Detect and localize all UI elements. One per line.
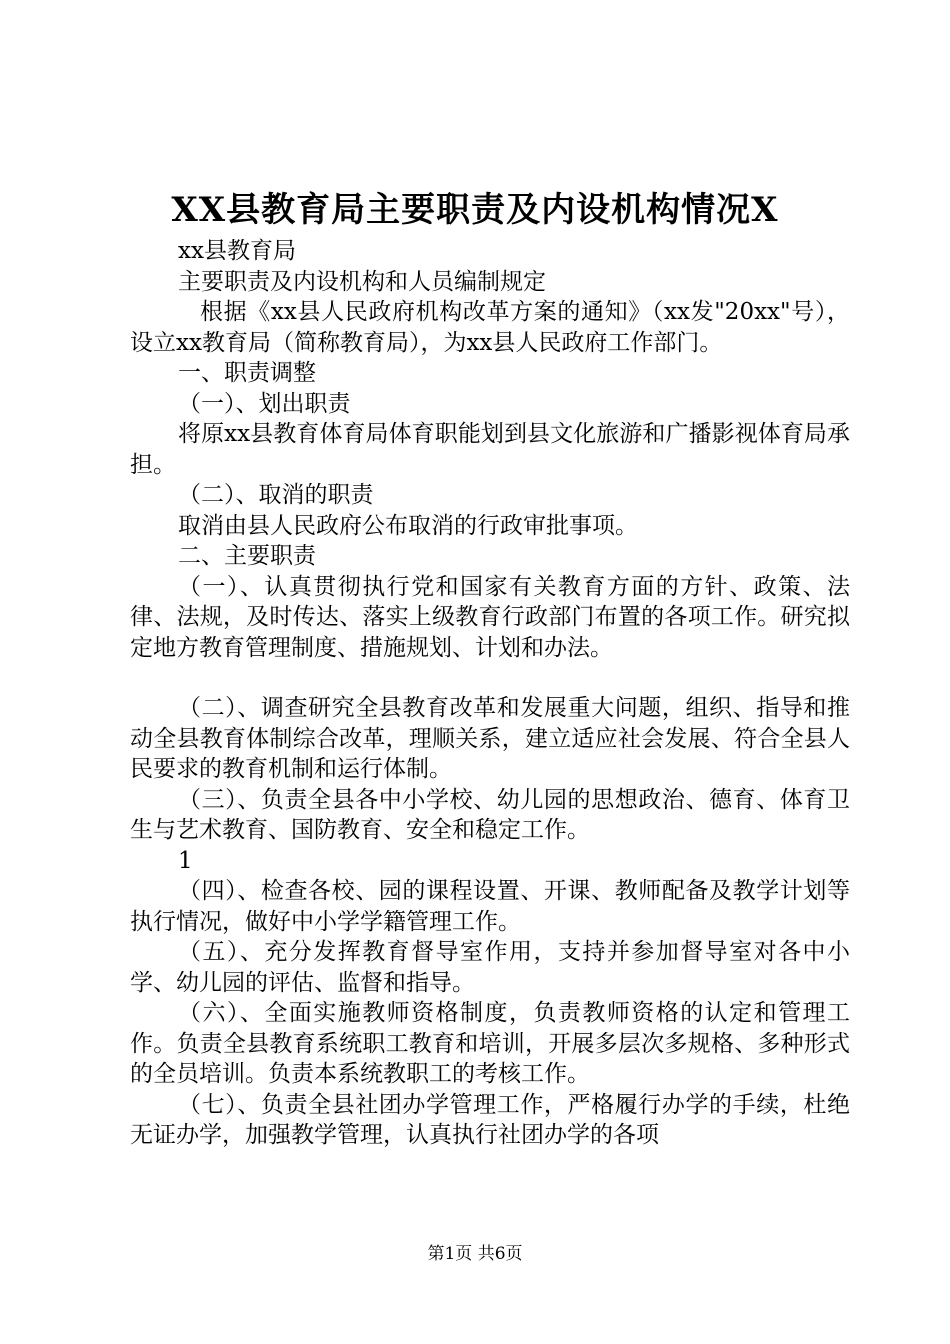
duty-paragraph-3: （三）、负责全县各中小学校、幼儿园的思想政治、德育、体育卫生与艺术教育、国防教育、安全和稳定工作。	[130, 786, 850, 843]
intro-paragraph: 根据《xx县人民政府机构改革方案的通知》（xx发"20xx"号），设立xx教育局（简称教育局），为xx县人民政府工作部门。	[130, 299, 850, 356]
cancel-paragraph: 取消由县人民政府公布取消的行政审批事项。	[178, 512, 638, 539]
page-footer: 第1页 共6页	[427, 1244, 523, 1264]
inline-page-number: 1	[178, 847, 193, 874]
subsection-heading-transfer: （一）、划出职责	[178, 390, 351, 417]
document-body	[130, 236, 850, 1151]
duty-paragraph-7: （七）、负责全县社团办学管理工作，严格履行办学的手续，杜绝无证办学，加强教学管理，认真执行社团办学的各项	[130, 1091, 850, 1148]
section-heading-main-duties: 二、主要职责	[178, 543, 316, 569]
paragraph-gap	[130, 663, 850, 693]
duty-paragraph-1: （一）、认真贯彻执行党和国家有关教育方面的方针、政策、法律、法规，及时传达、落实上级教育行政部门布置的各项工作。研究拟定地方教育管理制度、措施规划、计划和办法。	[130, 573, 850, 661]
duty-paragraph-2: （二）、调查研究全县教育改革和发展重大问题，组织、指导和推动全县教育体制综合改革，理顺关系，建立适应社会发展、符合全县人民要求的教育机制和运行体制。	[130, 695, 850, 782]
duty-paragraph-4: （四）、检查各校、园的课程设置、开课、教师配备及教学计划等执行情况，做好中小学学籍管理工作。	[130, 878, 850, 935]
transfer-paragraph: 将原xx县教育体育局体育职能划到县文化旅游和广播影视体育局承担。	[130, 421, 850, 478]
document-title: XX县教育局主要职责及内设机构情况X	[171, 190, 779, 230]
org-name-line: xx县教育局	[178, 238, 296, 264]
duty-paragraph-6: （六）、全面实施教师资格制度，负责教师资格的认定和管理工作。负责全县教育系统职工教育和培训，开展多层次多规格、多种形式的全员培训。负责本系统教职工的考核工作。	[130, 1000, 850, 1087]
regulation-title-line: 主要职责及内设机构和人员编制规定	[178, 268, 546, 295]
subsection-heading-cancel: （二）、取消的职责	[178, 482, 374, 508]
duty-paragraph-5: （五）、充分发挥教育督导室作用，支持并参加督导室对各中小学、幼儿园的评估、监督和指导。	[130, 939, 850, 996]
section-heading-adjustment: 一、职责调整	[178, 360, 316, 386]
